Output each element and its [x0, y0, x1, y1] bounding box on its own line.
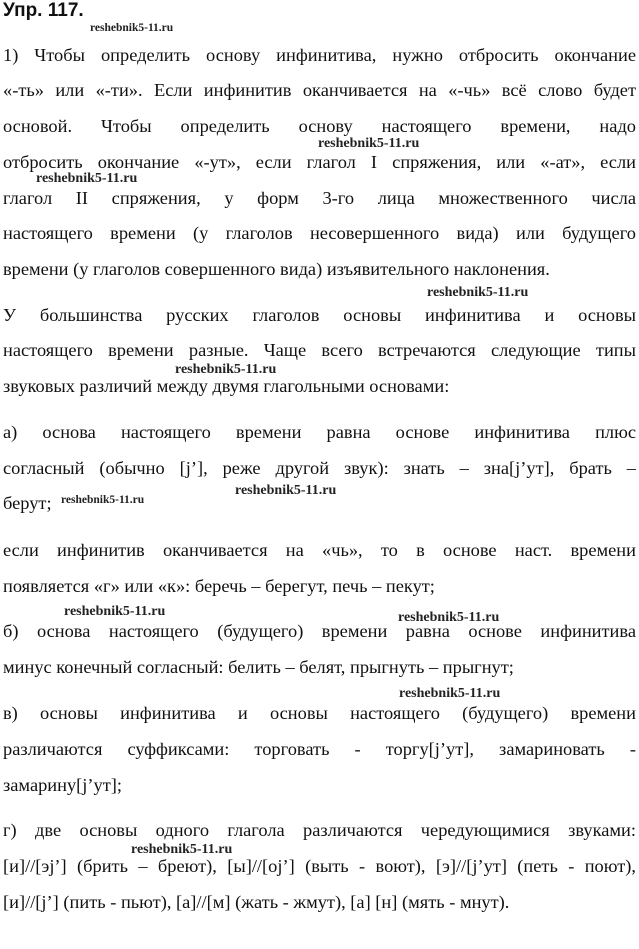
text-line: б) основа настоящего (будущего) времени равна основе инфинитива: [3, 621, 636, 641]
text-line: согласный (обычно [j’], реже другой звук): знать – зна[j’ут], брать –: [3, 458, 636, 478]
watermark: reshebnik5-11.ru: [399, 686, 501, 701]
text-line: а) основа настоящего времени равна основе инфинитива плюс: [3, 422, 636, 442]
text-line: различаются суффиксами: торговать - торгу[j’ут], замариновать -: [3, 739, 636, 759]
watermark: reshebnik5-11.ru: [398, 610, 500, 625]
text-line: времени (у глаголов совершенного вида) изъявительного наклонения.: [3, 259, 550, 279]
watermark: reshebnik5-11.ru: [318, 136, 420, 151]
text-line: замарину[j’ут];: [3, 775, 123, 795]
text-line: [и]//[эj’] (брить – бреют), [ы]//[оj’] (выть - воют), [э]//[j’ут] (петь - поют),: [3, 856, 636, 876]
text-line: появляется «г» или «к»: беречь – берегут, печь – пекут;: [3, 576, 435, 596]
watermark: reshebnik5-11.ru: [427, 285, 529, 300]
text-line: г) две основы одного глагола различаются чередующимися звуками:: [3, 820, 636, 840]
watermark: reshebnik5-11.ru: [36, 171, 138, 186]
watermark: reshebnik5-11.ru: [131, 842, 233, 857]
text-line: настоящего времени (у глаголов несовершенного вида) или будущего: [3, 223, 636, 243]
text-line: звуковых различий между двумя глагольными основами:: [3, 376, 450, 396]
watermark: reshebnik5-11.ru: [64, 604, 166, 619]
text-line: настоящего времени разные. Чаще всего встречаются следующие типы: [3, 340, 636, 360]
text-line: если инфинитив оканчивается на «чь», то в основе наст. времени: [3, 540, 636, 560]
text-line: в) основы инфинитива и основы настоящего (будущего) времени: [3, 703, 636, 723]
text-line: [и]//[j’] (пить - пьют), [а]//[м] (жать - жмут), [а] [н] (мять - мнут).: [3, 892, 510, 912]
text-line: минус конечный согласный: белить – белят, прыгнуть – прыгнут;: [3, 657, 514, 677]
text-line: основой. Чтобы определить основу настоящего времени, надо: [3, 116, 636, 136]
exercise-title: Упр. 117.: [3, 0, 84, 21]
text-line: берут;: [3, 493, 52, 513]
watermark: reshebnik5-11.ru: [235, 483, 337, 498]
text-line: 1) Чтобы определить основу инфинитива, нужно отбросить окончание: [3, 45, 636, 65]
text-line: глагол II спряжения, у форм 3-го лица множественного числа: [3, 188, 636, 208]
watermark: reshebnik5-11.ru: [61, 494, 145, 506]
text-line: У большинства русских глаголов основы инфинитива и основы: [3, 305, 636, 325]
text-line: «-ть» или «-ти». Если инфинитив оканчивается на «-чь» всё слово будет: [3, 80, 636, 100]
watermark: reshebnik5-11.ru: [175, 362, 277, 377]
watermark: reshebnik5-11.ru: [90, 22, 174, 34]
text-line: отбросить окончание «-ут», если глагол I спряжения, или «-ат», если: [3, 152, 636, 172]
